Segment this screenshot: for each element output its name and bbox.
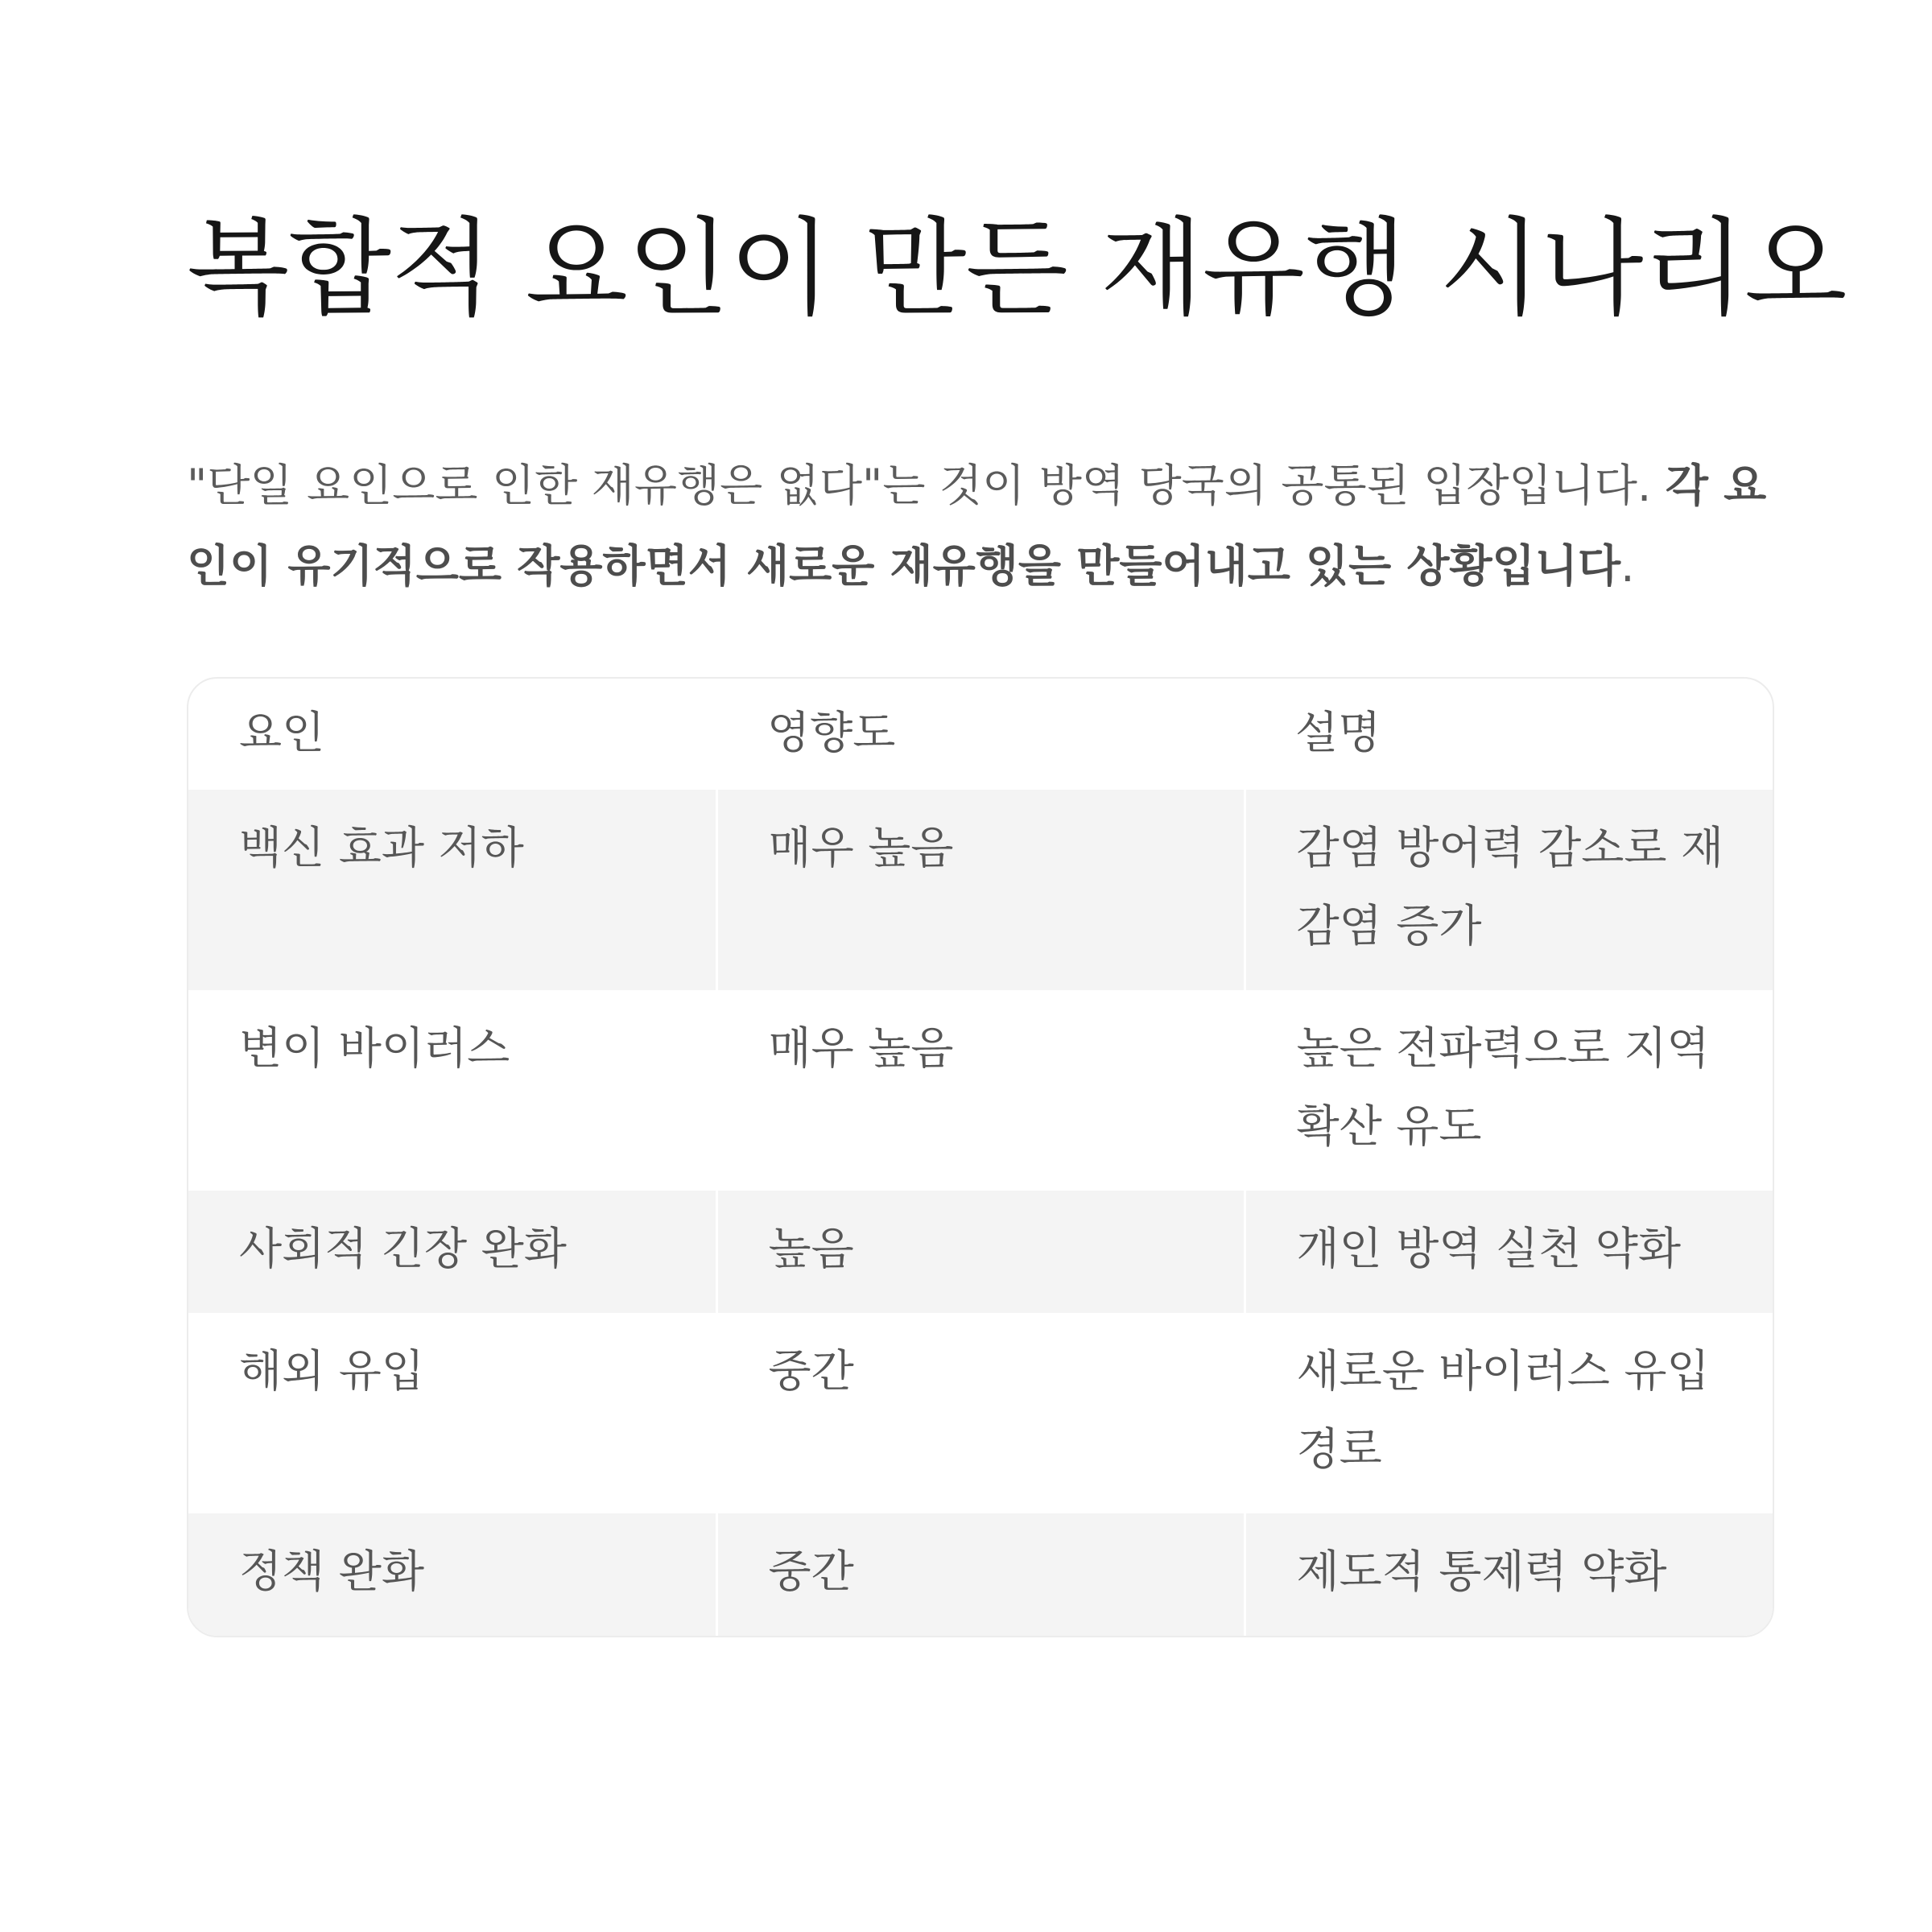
table-row	[188, 1313, 1773, 1513]
factor-table	[188, 679, 1773, 1636]
column-header-description: 설명	[1295, 707, 1381, 759]
cell-impact: 매우 높음	[716, 990, 1245, 1191]
column-header-factor: 요인	[239, 707, 325, 759]
page-title: 복합적 요인이 만든 재유행 시나리오	[187, 207, 1847, 331]
table-row	[188, 790, 1773, 990]
table-header-row	[188, 679, 1773, 790]
cell-description: 제도적 통제력 약화	[1245, 1513, 1773, 1636]
intro-emphasis: 각 요인이 유기적으로 작용하면서 새로운 재유행을 만들어내고 있는 상황입니다	[187, 460, 1767, 592]
cell-impact: 중간	[716, 1513, 1245, 1636]
cell-factor: 백신 효과 저하	[188, 790, 716, 990]
cell-description: 개인 방역 실천 약화	[1245, 1191, 1773, 1313]
cell-impact: 중간	[716, 1313, 1245, 1513]
cell-description: 감염 방어력 감소로 재감염 증가	[1245, 790, 1773, 990]
factor-table-container	[187, 677, 1774, 1637]
cell-description: 높은 전파력으로 지역 확산 유도	[1245, 990, 1773, 1191]
column-header-impact: 영향도	[767, 707, 896, 759]
intro-paragraph	[187, 445, 1774, 606]
cell-factor: 해외 유입	[188, 1313, 716, 1513]
cell-impact: 매우 높음	[716, 790, 1245, 990]
content	[187, 205, 1847, 1637]
intro-period: .	[1620, 540, 1635, 592]
cell-description: 새로운 바이러스 유입 경로	[1245, 1313, 1773, 1513]
cell-impact: 높음	[716, 1191, 1245, 1313]
table-row	[188, 1513, 1773, 1636]
cell-factor: 변이 바이러스	[188, 990, 716, 1191]
intro-text: "단일 요인으로 인한 재유행은 없다"는 것이 방역 당국의 공통된 입장입니다.	[187, 460, 1666, 512]
cell-factor: 사회적 긴장 완화	[188, 1191, 716, 1313]
table-row	[188, 990, 1773, 1191]
table-row	[188, 1191, 1773, 1313]
cell-factor: 정책 완화	[188, 1513, 716, 1636]
